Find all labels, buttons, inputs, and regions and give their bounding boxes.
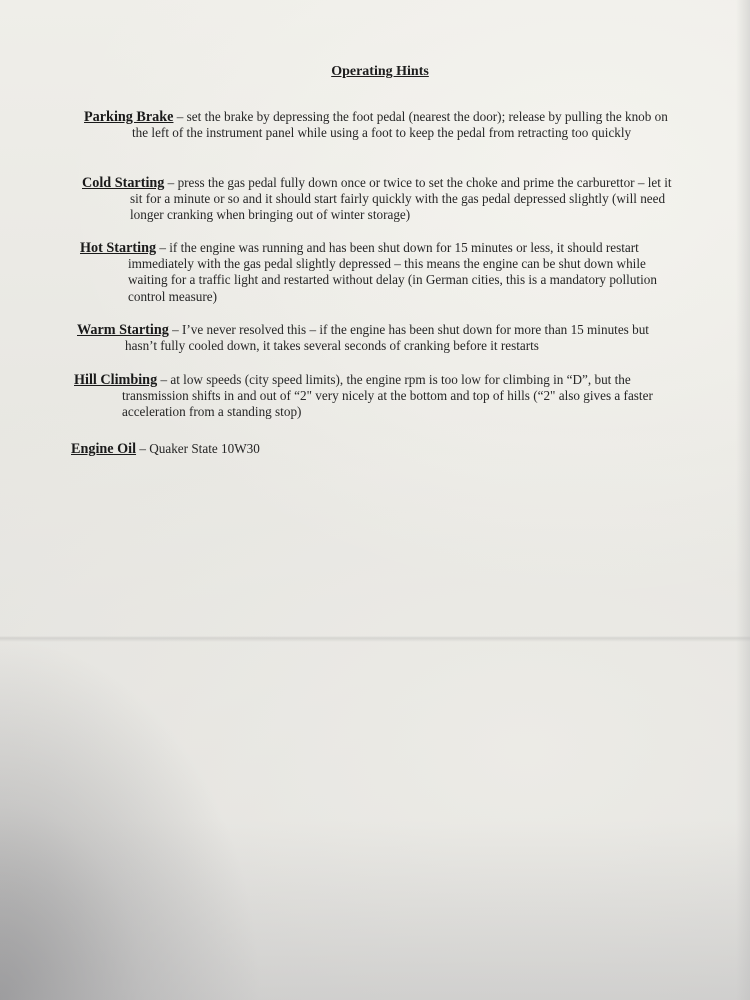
entry-hot-starting: [80, 240, 676, 305]
entry-text: – set the brake by depressing the foot pedal (nearest the door); release by pulling the knob on the left of the instrument panel while using a foot to keep the pedal from retracting too quickly: [132, 109, 668, 141]
entry-term: Engine Oil: [71, 441, 137, 457]
entry-text: – at low speeds (city speed limits), the engine rpm is too low for climbing in “D”, but the transmission shifts in and out of “2" very nicely at the bottom and top of hills (“2" also gives a faster acceleration from a standing stop): [122, 372, 653, 420]
paper-edge: [736, 0, 750, 1000]
bottom-shadow: [0, 820, 750, 1000]
entry-warm-starting: [77, 322, 675, 354]
entry-term: Hot Starting: [80, 240, 157, 256]
entry-term: Warm Starting: [77, 322, 169, 338]
entry-text: – Quaker State 10W30: [136, 441, 260, 456]
entry-text: – I’ve never resolved this – if the engine has been shut down for more than 15 minutes but hasn’t fully cooled down, it takes several seconds of cranking before it restarts: [125, 322, 649, 354]
hand-shadow: [0, 520, 330, 1000]
entry-cold-starting: [82, 175, 674, 224]
entry-engine-oil: [71, 441, 671, 457]
entry-term: Hill Climbing: [74, 372, 158, 388]
page-title: Operating Hints: [331, 64, 429, 79]
entry-term: Parking Brake: [84, 109, 174, 125]
entry-term: Cold Starting: [82, 175, 165, 191]
entry-parking-brake: [84, 109, 676, 141]
entry-text: – if the engine was running and has been shut down for 15 minutes or less, it should restart immediately with the gas pedal slightly depressed – this means the engine can be shut down while waiting for a traffic light and restarted without delay (in German cities, this is a mandatory pollution control measure): [128, 240, 657, 304]
entry-hill-climbing: [74, 372, 672, 421]
entry-text: – press the gas pedal fully down once or twice to set the choke and prime the carburettor – let it sit for a minute or so and it should start fairly quickly with the gas pedal depressed slightly (will need longer cranking when bringing out of winter storage): [130, 175, 672, 223]
